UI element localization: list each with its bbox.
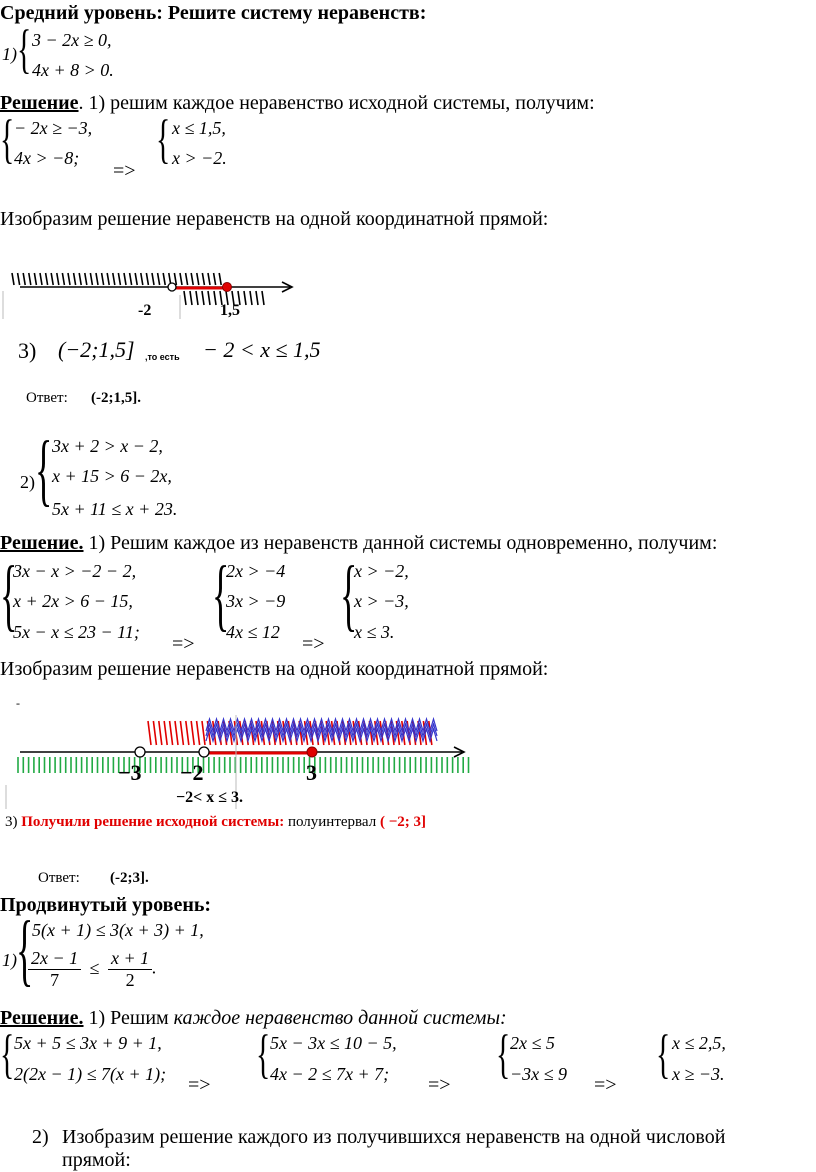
- sys2-step-a2: x + 2x > 6 − 15,: [13, 591, 133, 611]
- sys2-step-b1: 2x > −4: [226, 561, 286, 581]
- result2-plain-text: полуинтервал: [284, 814, 380, 830]
- hatch-stroke: [96, 273, 98, 285]
- answer2-value: (-2;3].: [110, 870, 149, 886]
- open-point-minus2: [199, 747, 209, 757]
- sys2-step-a3: 5x − x ≤ 23 − 11;: [13, 622, 140, 642]
- solution-text: 1) Решим: [83, 1007, 174, 1029]
- hatch-stroke: [184, 291, 186, 305]
- hatch-stroke: [130, 273, 132, 285]
- answer1-value: (-2;1,5].: [91, 390, 141, 406]
- number-line-intro-1: Изобразим решение неравенств на одной координатной прямой:: [0, 208, 549, 230]
- hatch-stroke: [107, 273, 109, 285]
- sys2-step-a1: 3x − x > −2 − 2,: [13, 561, 137, 581]
- solution-word: Решение.: [0, 532, 84, 554]
- hatch-stroke: [85, 273, 87, 285]
- brace: {: [340, 551, 358, 639]
- brace: {: [17, 19, 32, 79]
- under-axis-inequality: −2< x ≤ 3.: [176, 789, 244, 806]
- result2-interval: ( −2; 3]: [379, 814, 426, 830]
- step2-text-continued: прямой:: [62, 1149, 131, 1171]
- brace: {: [16, 906, 34, 994]
- hatch-stroke: [214, 291, 216, 305]
- hatch-stroke: [29, 273, 31, 285]
- implies-arrow: =>: [302, 633, 325, 655]
- sys3-step-a1: 5x + 5 ≤ 3x + 9 + 1,: [14, 1033, 162, 1053]
- hatch-stroke: [163, 273, 165, 285]
- fraction-right: $\frac{x + 1}{2}$: [108, 948, 152, 991]
- sys3-step-c1: 2x ≤ 5: [510, 1033, 555, 1053]
- hatch-stroke: [40, 273, 42, 285]
- solution3-line: [0, 1007, 507, 1030]
- hatch-stroke: [164, 721, 167, 745]
- hatch-stroke: [46, 273, 48, 285]
- hatch-stroke: [113, 273, 115, 285]
- axis-label-minus2: -2: [138, 302, 152, 319]
- hatch-stroke: [214, 273, 216, 285]
- hatch-stroke: [180, 721, 183, 745]
- axis-label-minus2: −2: [180, 760, 204, 785]
- answer1-label: Ответ:: [26, 390, 68, 406]
- system2-eq2: x + 15 > 6 − 2x,: [52, 466, 172, 486]
- hatch-stroke: [174, 273, 176, 285]
- solution-text: . 1) решим каждое неравенство исходной системы, получим:: [78, 92, 595, 114]
- answer2-label: Ответ:: [38, 870, 80, 886]
- result1-inequality: − 2 < x ≤ 1,5: [203, 337, 321, 362]
- system3-label: 1): [2, 950, 17, 970]
- hatch-stroke: [262, 291, 264, 305]
- hatch-stroke: [219, 273, 221, 285]
- hatch-stroke: [62, 273, 64, 285]
- hatch-stroke: [186, 273, 188, 285]
- hatch-stroke: [208, 291, 210, 305]
- open-point-minus3: [135, 747, 145, 757]
- sys2-step-b2: 3x > −9: [226, 591, 286, 611]
- implies-arrow: =>: [113, 160, 136, 182]
- number-line-2: [0, 695, 470, 810]
- sys3-step-b1: 5x − 3x ≤ 10 − 5,: [270, 1033, 397, 1053]
- sys1-step-a2: 4x > −8;: [14, 148, 80, 168]
- hatch-stroke: [202, 721, 205, 745]
- solution1-line: [0, 92, 595, 115]
- system1-eq2: 4x + 8 > 0.: [32, 60, 114, 80]
- system3-eq2: $\frac{2x - 1}{7}$ ≤ $\frac{x + 1}{2}$ .: [28, 948, 157, 991]
- hatch-stroke: [12, 273, 14, 285]
- hatch-stroke: [146, 273, 148, 285]
- brace: {: [0, 1024, 15, 1084]
- result1-connector: ,то есть: [145, 352, 180, 362]
- axis-label-3: 3: [306, 760, 317, 785]
- hatch-stroke: [186, 721, 189, 745]
- sys2-step-c2: x > −3,: [354, 591, 409, 611]
- result2-line: [5, 814, 426, 831]
- system1-label: 1): [2, 44, 17, 64]
- hatch-stroke: [57, 273, 59, 285]
- hatch-stroke: [90, 273, 92, 285]
- sys2-step-b3: 4x ≤ 12: [226, 622, 280, 642]
- hatch-stroke: [170, 721, 173, 745]
- hatch-stroke: [51, 273, 53, 285]
- closed-point-1-5: [223, 283, 232, 292]
- number-line-intro-2: Изобразим решение неравенств на одной координатной прямой:: [0, 658, 549, 680]
- system2-eq1: 3x + 2 > x − 2,: [52, 436, 163, 456]
- sys3-step-b2: 4x − 2 ≤ 7x + 7;: [270, 1064, 390, 1084]
- hatch-stroke: [102, 273, 104, 285]
- hatch-stroke: [202, 291, 204, 305]
- hatch-stroke: [208, 273, 210, 285]
- brace: {: [496, 1024, 511, 1084]
- solution-word: Решение.: [0, 1007, 84, 1029]
- result1-interval: (−2;1,5]: [58, 337, 135, 362]
- hatch-stroke: [34, 273, 36, 285]
- brace: {: [256, 1024, 271, 1084]
- implies-arrow: =>: [594, 1074, 617, 1096]
- hatch-stroke: [197, 273, 199, 285]
- system1-eq1: 3 − 2x ≥ 0,: [32, 30, 112, 50]
- hatch-stroke: [23, 273, 25, 285]
- hatch-stroke: [68, 273, 70, 285]
- hatch-stroke: [79, 273, 81, 285]
- axis-label-1-5: 1,5: [220, 302, 240, 319]
- sys3-step-d1: x ≤ 2,5,: [672, 1033, 726, 1053]
- hatch-stroke: [18, 273, 20, 285]
- hatch-stroke: [256, 291, 258, 305]
- hatch-stroke: [135, 273, 137, 285]
- hatch-stroke: [141, 273, 143, 285]
- system2-label: 2): [20, 472, 35, 492]
- number-line-1: [0, 255, 320, 320]
- brace: {: [0, 551, 18, 639]
- hatch-stroke: [118, 273, 120, 285]
- hatch-stroke: [153, 721, 156, 745]
- step2-text: Изобразим решение каждого из получившихся неравенств на одной числовой: [62, 1126, 726, 1148]
- hatch-stroke: [158, 273, 160, 285]
- result2-label: 3): [5, 814, 18, 830]
- heading-middle-level: Средний уровень: Решите систему неравенств:: [0, 2, 427, 24]
- solution-word: Решение: [0, 92, 79, 114]
- fraction-left: $\frac{2x - 1}{7}$: [28, 948, 81, 991]
- sys1-step-b2: x > −2.: [172, 148, 227, 168]
- hatch-stroke: [159, 721, 162, 745]
- implies-arrow: =>: [428, 1074, 451, 1096]
- stray-dash: -: [16, 696, 20, 710]
- heading-advanced-level: Продвинутый уровень:: [0, 894, 212, 916]
- hatch-stroke: [202, 273, 204, 285]
- brace: {: [0, 109, 15, 169]
- solution-italic-text: каждое неравенство данной системы:: [173, 1007, 507, 1029]
- sys3-step-a2: 2(2x − 1) ≤ 7(x + 1);: [14, 1064, 167, 1084]
- hatch-stroke: [180, 273, 182, 285]
- sys3-step-c2: −3x ≤ 9: [510, 1064, 568, 1084]
- brace: {: [212, 551, 230, 639]
- hatch-stroke: [244, 291, 246, 305]
- step2-label: 2): [32, 1126, 49, 1148]
- solution-text: 1) Решим каждое из неравенств данной системы одновременно, получим:: [83, 532, 718, 554]
- solution2-line: [0, 532, 717, 555]
- hatch-stroke: [152, 273, 154, 285]
- hatch-stroke: [74, 273, 76, 285]
- closed-point-3: [307, 747, 317, 757]
- hatch-stroke: [196, 291, 198, 305]
- system3-eq1: 5(x + 1) ≤ 3(x + 3) + 1,: [32, 920, 204, 940]
- hatch-stroke: [148, 721, 151, 745]
- sys2-step-c3: x ≤ 3.: [354, 622, 395, 642]
- hatch-stroke: [190, 291, 192, 305]
- hatch-stroke: [191, 273, 193, 285]
- axis-label-minus3: −3: [118, 760, 142, 785]
- brace: {: [156, 109, 171, 169]
- hatch-stroke: [197, 721, 200, 745]
- sys1-step-b1: x ≤ 1,5,: [172, 118, 226, 138]
- hatch-stroke: [191, 721, 194, 745]
- implies-arrow: =>: [172, 633, 195, 655]
- implies-arrow: =>: [188, 1074, 211, 1096]
- result2-red-text: Получили решение исходной системы:: [21, 814, 285, 830]
- system2-eq3: 5x + 11 ≤ x + 23.: [52, 499, 178, 519]
- sys2-step-c1: x > −2,: [354, 561, 409, 581]
- hatch-stroke: [175, 721, 178, 745]
- sys1-step-a1: − 2x ≥ −3,: [14, 118, 93, 138]
- hatch-stroke: [250, 291, 252, 305]
- result1-label: 3): [18, 338, 37, 363]
- brace: {: [35, 426, 53, 514]
- sys3-step-d2: x ≥ −3.: [672, 1064, 725, 1084]
- brace: {: [656, 1024, 671, 1084]
- open-point-minus2: [168, 283, 176, 291]
- hatch-stroke: [124, 273, 126, 285]
